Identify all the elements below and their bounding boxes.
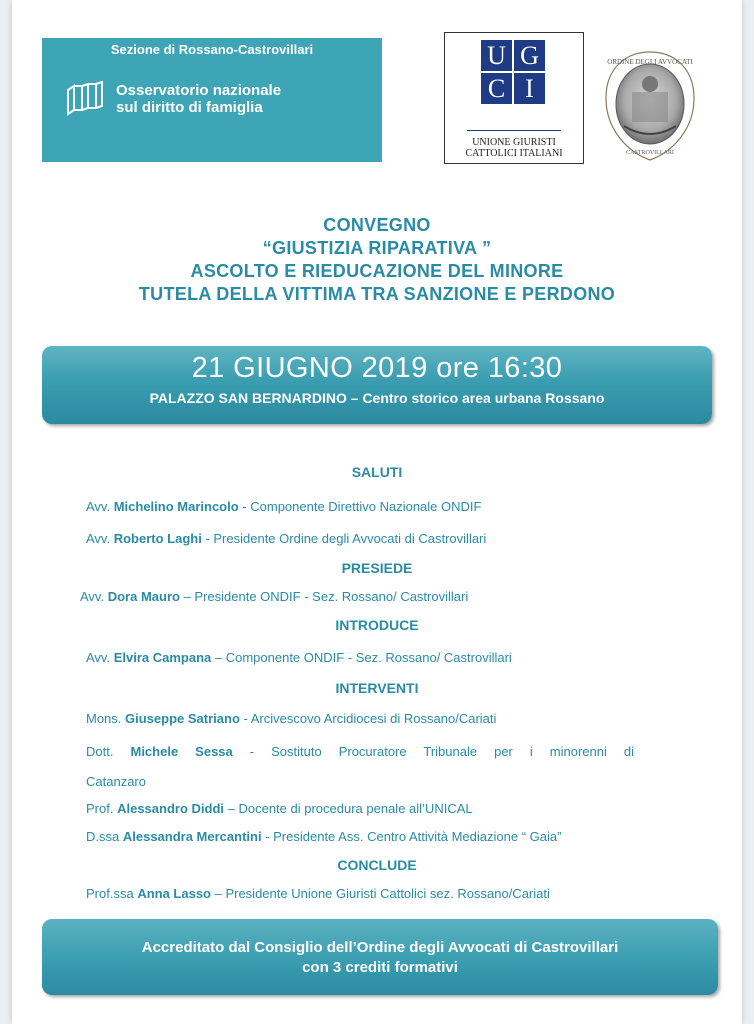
section-label: Sezione di Rossano-Castrovillari: [110, 42, 314, 57]
ugci-monogram: [481, 40, 545, 104]
speaker-title: Mons.: [86, 711, 122, 726]
speaker-name: Michele Sessa: [130, 744, 233, 759]
ugci-caption-line2: CATTOLICI ITALIANI: [465, 148, 563, 159]
speaker-role: - Presidente Ordine degli Avvocati di Castrovillari: [201, 531, 487, 546]
org-name: [116, 82, 281, 116]
date-banner: [42, 346, 712, 424]
speaker-row: [86, 711, 496, 726]
ugci-letter: G: [514, 40, 545, 71]
speaker-row: [86, 531, 486, 546]
seal-bottom-text: CASTROVILLARI: [626, 150, 674, 156]
speaker-title: Prof.ssa: [86, 886, 134, 901]
speaker-title: Avv.: [86, 531, 111, 546]
accreditation-banner: [42, 919, 718, 995]
speaker-title: Prof.: [86, 801, 114, 816]
speaker-name: Elvira Campana: [113, 650, 212, 665]
books-icon: [64, 80, 104, 116]
speaker-row: [86, 801, 473, 816]
speaker-role: – Componente ONDIF - Sez. Rossano/ Castrovillari: [211, 650, 512, 665]
seal-top-text: ORDINE DEGLI AVVOCATI: [607, 58, 693, 66]
speaker-role: – Docente di procedura penale all’UNICAL: [224, 801, 473, 816]
org-name-line1: Osservatorio nazionale: [116, 82, 282, 99]
speaker-role: – Presidente ONDIF - Sez. Rossano/ Castrovillari: [179, 589, 469, 604]
speaker-role: - Sostituto Procuratore Tribunale per i minorenni di: [232, 744, 634, 759]
speaker-row: [80, 589, 468, 604]
divider: [467, 130, 561, 131]
speaker-title: Avv.: [80, 589, 105, 604]
title-line3: ASCOLTO E RIEDUCAZIONE DEL MINORE: [190, 261, 564, 281]
speaker-title: Avv.: [86, 499, 111, 514]
speaker-name: Anna Lasso: [137, 886, 211, 901]
accreditation-line2: con 3 crediti formativi: [302, 959, 458, 976]
heading-interventi: INTERVENTI: [335, 680, 419, 696]
event-venue: PALAZZO SAN BERNARDINO – Centro storico area urbana Rossano: [149, 390, 605, 406]
speaker-name: Alessandro Diddi: [117, 801, 225, 816]
speaker-role: – Presidente Unione Giuristi Cattolici sez. Rossano/Cariati: [211, 886, 550, 901]
heading-conclude: CONCLUDE: [337, 857, 417, 873]
heading-presiede: PRESIEDE: [341, 560, 413, 576]
ugci-logo: [444, 32, 584, 164]
title-line2: “GIUSTIZIA RIPARATIVA ”: [262, 238, 492, 258]
ugci-letter: C: [481, 73, 512, 104]
event-title: [12, 214, 742, 306]
speaker-role-continued: Catanzaro: [86, 774, 146, 789]
speaker-row: [86, 744, 634, 759]
ugci-letter: I: [514, 73, 545, 104]
ordine-avvocati-seal-icon: [602, 48, 698, 164]
ugci-letter: U: [481, 40, 512, 71]
speaker-role: - Arcivescovo Arcidiocesi di Rossano/Cariati: [239, 711, 497, 726]
ugci-caption: [445, 137, 583, 159]
speaker-name: Michelino Marincolo: [113, 499, 239, 514]
title-line4: TUTELA DELLA VITTIMA TRA SANZIONE E PERDONO: [138, 284, 616, 304]
ugci-caption-line1: UNIONE GIURISTI: [472, 137, 556, 148]
ondif-logo-banner: [42, 38, 382, 162]
speaker-title: Dott.: [86, 744, 114, 759]
accreditation-line1: Accreditato dal Consiglio dell’Ordine degli Avvocati di Castrovillari: [141, 939, 619, 956]
heading-introduce: INTRODUCE: [335, 617, 419, 633]
org-name-line2: sul diritto di famiglia: [116, 99, 263, 116]
event-date-time: 21 GIUGNO 2019 ore 16:30: [191, 352, 563, 384]
speaker-title: D.ssa: [86, 829, 120, 844]
flyer-page: [12, 0, 742, 1024]
speaker-row: [86, 829, 561, 844]
speaker-title: Avv.: [86, 650, 111, 665]
speaker-name: Giuseppe Satriano: [125, 711, 240, 726]
heading-saluti: SALUTI: [351, 464, 403, 480]
speaker-row: [86, 650, 512, 665]
title-line1: CONVEGNO: [323, 215, 431, 235]
speaker-row: [86, 886, 550, 901]
speaker-name: Dora Mauro: [107, 589, 180, 604]
speaker-name: Alessandra Mercantini: [122, 829, 262, 844]
speaker-role: - Presidente Ass. Centro Attività Mediazione “ Gaia”: [261, 829, 562, 844]
speaker-role: - Componente Direttivo Nazionale ONDIF: [238, 499, 482, 514]
speaker-row: [86, 499, 481, 514]
speaker-name: Roberto Laghi: [113, 531, 202, 546]
